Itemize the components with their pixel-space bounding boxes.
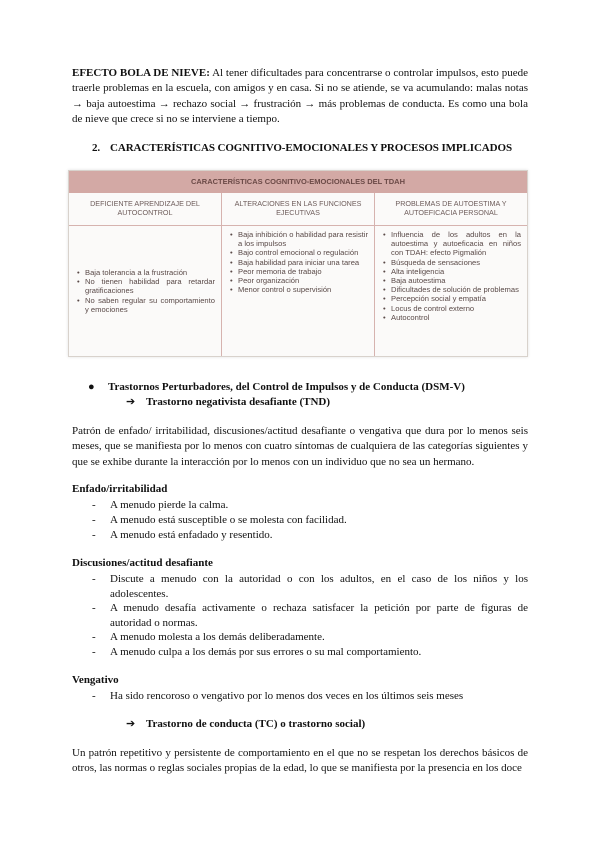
list-item: • No saben regular su comportamiento y emociones (85, 296, 215, 314)
tnd-heading (126, 395, 330, 408)
list-item: • Dificultades de solución de problemas (391, 285, 521, 294)
list-item: - A menudo está enfadado y resentido. (92, 529, 273, 541)
list-item: • Peor memoria de trabajo (238, 267, 368, 276)
tc-description: Un patrón repetitivo y persistente de comportamiento en el que no se respetan los derechos básicos de otros, las normas o reglas sociales propias de la edad, lo que se manifiesta por la presencia en los doce (72, 747, 528, 775)
bullet-icon: ● (88, 381, 95, 393)
list-item: • Locus de control externo (391, 304, 521, 313)
list-item: • Baja habilidad para iniciar una tarea (238, 258, 368, 267)
enfado-heading: Enfado/irritabilidad (72, 483, 168, 495)
list-item: • Autocontrol (391, 313, 521, 322)
characteristics-table (68, 170, 528, 357)
table-header-executive: ALTERACIONES EN LAS FUNCIONES EJECUTIVAS (222, 193, 375, 225)
list-item: • Alta inteligencia (391, 267, 521, 276)
vengativo-heading: Vengativo (72, 674, 119, 686)
list-item: • Baja autoestima (391, 276, 521, 285)
arrow-right-icon: ➔ (126, 718, 136, 730)
list-item: - A menudo está susceptible o se molesta con facilidad. (92, 514, 347, 526)
list-item: • Percepción social y empatía (391, 294, 521, 303)
list-item: • Menor control o supervisión (238, 285, 368, 294)
intro-text: Al tener dificultades para concentrarse o controlar impulsos, esto puede traerle problemas en la escuela, con amigos y en casa. Si no se atiende, se va acumulando: malas notas → baja autoestima → rechazo social → frustración → más problemas de conducta. Es como una bola de nieve que crece si no se interviene a tiempo. (72, 67, 528, 126)
list-item: • Baja tolerancia a la frustración (85, 268, 215, 277)
list-item: • No tienen habilidad para retardar gratificaciones (85, 277, 215, 295)
list-item: • Bajo control emocional o regulación (238, 248, 368, 257)
table-header-selfesteem: PROBLEMAS DE AUTOESTIMA Y AUTOEFICACIA PERSONAL (395, 199, 507, 217)
tnd-description: Patrón de enfado/ irritabilidad, discusiones/actitud desafiante o vengativa que dura por lo menos seis meses, que se manifiesta por lo menos con cuatro síntomas de cualquiera de las categorías siguientes y que se exhibe durante la interacción por lo menos con un individuo que no sea un hermano. (72, 425, 528, 468)
table-header-row (69, 193, 527, 226)
tc-title: Trastorno de conducta (TC) o trastorno social) (146, 718, 366, 730)
table-header-autocontrol: DEFICIENTE APRENDIZAJE DEL AUTOCONTROL (69, 193, 222, 225)
table-title: CARACTERÍSTICAS COGNITIVO-EMOCIONALES DEL TDAH (69, 171, 527, 193)
table-column-executive (222, 226, 375, 356)
list-item: - A menudo culpa a los demás por sus errores o su mal comportamiento. (92, 646, 422, 658)
tnd-title: Trastorno negativista desafiante (TND) (146, 396, 331, 408)
arrow-right-icon: ➔ (126, 396, 136, 408)
list-item: - Discute a menudo con la autoridad o con los adultos, en el caso de los niños y los adolescentes. (92, 573, 528, 601)
intro-lead: EFECTO BOLA DE NIEVE: (72, 67, 210, 79)
section-number: 2. (92, 142, 101, 154)
tc-heading (126, 717, 365, 730)
table-column-autocontrol (69, 226, 222, 356)
list-item: • Baja inhibición o habilidad para resistir a los impulsos (238, 230, 368, 248)
disorders-title: Trastornos Perturbadores, del Control de Impulsos y de Conducta (DSM-V) (108, 381, 465, 393)
list-item: - A menudo molesta a los demás deliberadamente. (92, 631, 325, 643)
table-body (69, 226, 527, 356)
section-heading (92, 142, 552, 154)
list-item: • Influencia de los adultos en la autoestima y autoeficacia en niños con TDAH: efecto Pigmalión (391, 230, 521, 258)
discusiones-heading: Discusiones/actitud desafiante (72, 557, 213, 569)
intro-paragraph (72, 66, 528, 128)
list-item: - A menudo desafía activamente o rechaza satisfacer la petición por parte de figuras de autoridad o normas. (92, 602, 528, 630)
section-title: CARACTERÍSTICAS COGNITIVO-EMOCIONALES Y PROCESOS IMPLICADOS (110, 142, 512, 154)
list-item: - A menudo pierde la calma. (92, 499, 229, 511)
table-column-selfesteem (375, 226, 527, 356)
list-item: - Ha sido rencoroso o vengativo por lo menos dos veces en los últimos seis meses (92, 690, 464, 702)
list-item: • Peor organización (238, 276, 368, 285)
disorders-heading (88, 381, 465, 393)
list-item: • Búsqueda de sensaciones (391, 258, 521, 267)
